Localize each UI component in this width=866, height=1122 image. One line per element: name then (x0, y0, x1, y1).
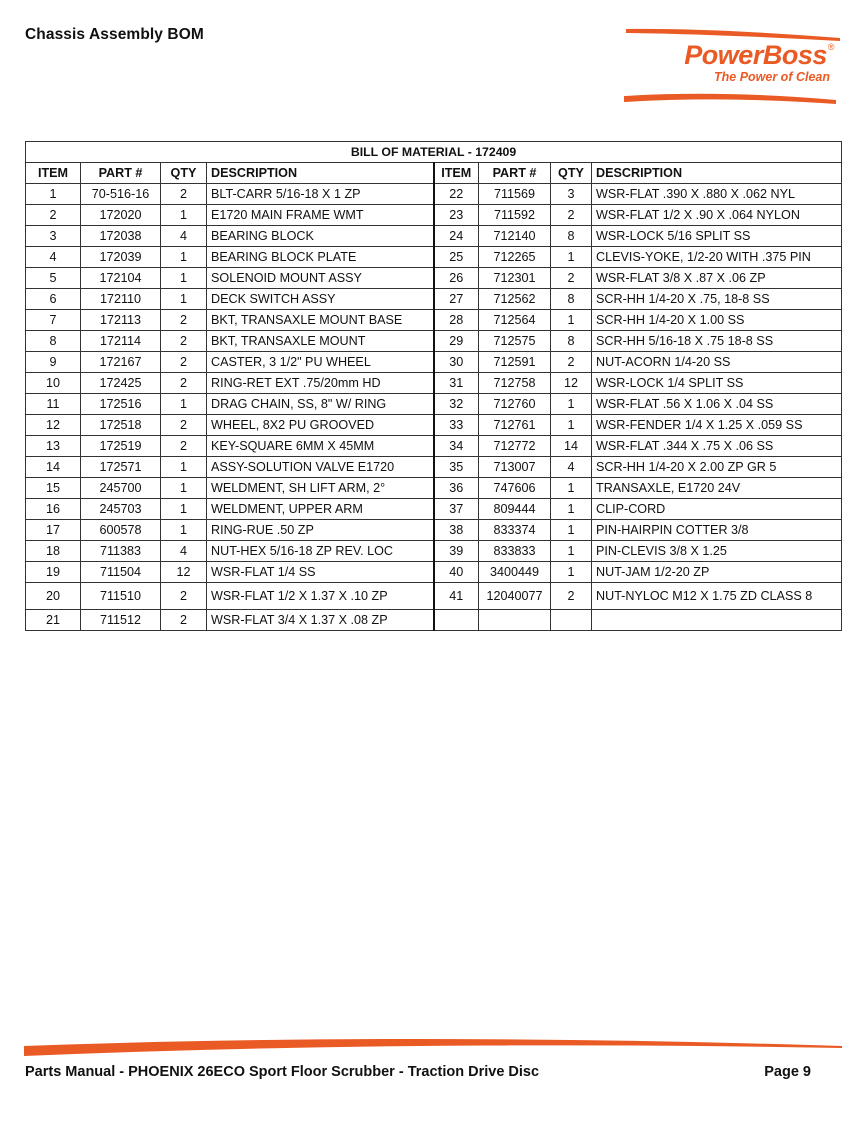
table-row (26, 352, 842, 373)
quantity-cell: 2 (161, 331, 207, 352)
quantity-cell: 1 (551, 499, 592, 520)
part-number-cell: 172167 (81, 352, 161, 373)
description-cell: WHEEL, 8X2 PU GROOVED (207, 415, 434, 436)
part-number-cell: 712772 (479, 436, 551, 457)
part-number-cell: 172104 (81, 268, 161, 289)
quantity-cell: 12 (551, 373, 592, 394)
part-number-cell: 70-516-16 (81, 184, 161, 205)
part-number-cell: 809444 (479, 499, 551, 520)
quantity-cell: 1 (551, 478, 592, 499)
description-cell: WSR-LOCK 5/16 SPLIT SS (592, 226, 842, 247)
item-number-cell: 11 (26, 394, 81, 415)
description-cell: ASSY-SOLUTION VALVE E1720 (207, 457, 434, 478)
description-cell: CLIP-CORD (592, 499, 842, 520)
part-number-cell: 600578 (81, 520, 161, 541)
description-cell: BKT, TRANSAXLE MOUNT BASE (207, 310, 434, 331)
description-cell: SCR-HH 1/4-20 X 1.00 SS (592, 310, 842, 331)
table-row (26, 268, 842, 289)
item-number-cell: 15 (26, 478, 81, 499)
description-cell: PIN-CLEVIS 3/8 X 1.25 (592, 541, 842, 562)
part-number-cell: 172039 (81, 247, 161, 268)
item-number-cell: 40 (434, 562, 479, 583)
item-number-cell: 10 (26, 373, 81, 394)
part-number-cell: 711512 (81, 610, 161, 631)
item-number-cell: 8 (26, 331, 81, 352)
description-cell: CASTER, 3 1/2" PU WHEEL (207, 352, 434, 373)
table-row (26, 184, 842, 205)
description-cell: WELDMENT, UPPER ARM (207, 499, 434, 520)
description-cell: DRAG CHAIN, SS, 8" W/ RING (207, 394, 434, 415)
quantity-cell: 1 (551, 541, 592, 562)
part-number-cell: 747606 (479, 478, 551, 499)
table-row (26, 541, 842, 562)
part-number-cell: 172425 (81, 373, 161, 394)
item-number-cell: 7 (26, 310, 81, 331)
item-number-cell: 32 (434, 394, 479, 415)
table-row (26, 331, 842, 352)
quantity-cell: 2 (551, 268, 592, 289)
table-row (26, 310, 842, 331)
quantity-cell: 4 (161, 541, 207, 562)
item-number-cell: 37 (434, 499, 479, 520)
description-cell: E1720 MAIN FRAME WMT (207, 205, 434, 226)
col-header-part: PART # (81, 163, 161, 184)
quantity-cell: 1 (161, 394, 207, 415)
table-row (26, 610, 842, 631)
table-row (26, 289, 842, 310)
bom-title-row (26, 142, 842, 163)
part-number-cell: 245700 (81, 478, 161, 499)
item-number-cell: 18 (26, 541, 81, 562)
part-number-cell: 712562 (479, 289, 551, 310)
quantity-cell: 3 (551, 184, 592, 205)
part-number-cell: 712761 (479, 415, 551, 436)
quantity-cell: 1 (551, 310, 592, 331)
table-row (26, 583, 842, 610)
part-number-cell: 712265 (479, 247, 551, 268)
description-cell (592, 610, 842, 631)
description-cell: WSR-FLAT .390 X .880 X .062 NYL (592, 184, 842, 205)
description-cell: BEARING BLOCK (207, 226, 434, 247)
quantity-cell: 1 (161, 499, 207, 520)
quantity-cell: 2 (161, 310, 207, 331)
item-number-cell: 36 (434, 478, 479, 499)
part-number-cell: 712564 (479, 310, 551, 331)
table-row (26, 499, 842, 520)
item-number-cell: 39 (434, 541, 479, 562)
quantity-cell: 2 (161, 436, 207, 457)
part-number-cell: 3400449 (479, 562, 551, 583)
part-number-cell: 172519 (81, 436, 161, 457)
quantity-cell: 1 (551, 247, 592, 268)
part-number-cell: 711592 (479, 205, 551, 226)
part-number-cell (479, 610, 551, 631)
table-row (26, 373, 842, 394)
item-number-cell: 19 (26, 562, 81, 583)
quantity-cell: 1 (551, 415, 592, 436)
description-cell: PIN-HAIRPIN COTTER 3/8 (592, 520, 842, 541)
description-cell: SCR-HH 5/16-18 X .75 18-8 SS (592, 331, 842, 352)
description-cell: WSR-FLAT 3/4 X 1.37 X .08 ZP (207, 610, 434, 631)
quantity-cell: 4 (161, 226, 207, 247)
item-number-cell: 2 (26, 205, 81, 226)
part-number-cell: 172110 (81, 289, 161, 310)
table-row (26, 457, 842, 478)
item-number-cell: 22 (434, 184, 479, 205)
item-number-cell: 6 (26, 289, 81, 310)
part-number-cell: 833833 (479, 541, 551, 562)
description-cell: RING-RET EXT .75/20mm HD (207, 373, 434, 394)
description-cell: SCR-HH 1/4-20 X 2.00 ZP GR 5 (592, 457, 842, 478)
description-cell: WSR-FLAT 1/2 X .90 X .064 NYLON (592, 205, 842, 226)
part-number-cell: 12040077 (479, 583, 551, 610)
quantity-cell: 14 (551, 436, 592, 457)
description-cell: NUT-ACORN 1/4-20 SS (592, 352, 842, 373)
table-row (26, 247, 842, 268)
description-cell: DECK SWITCH ASSY (207, 289, 434, 310)
item-number-cell: 9 (26, 352, 81, 373)
item-number-cell: 27 (434, 289, 479, 310)
part-number-cell: 712760 (479, 394, 551, 415)
part-number-cell: 172038 (81, 226, 161, 247)
bom-table (25, 141, 842, 631)
item-number-cell: 3 (26, 226, 81, 247)
logo-tagline: The Power of Clean (714, 70, 830, 84)
table-row (26, 436, 842, 457)
col-header-description: DESCRIPTION (207, 163, 434, 184)
item-number-cell: 14 (26, 457, 81, 478)
table-row (26, 394, 842, 415)
item-number-cell: 34 (434, 436, 479, 457)
quantity-cell: 2 (551, 583, 592, 610)
part-number-cell: 713007 (479, 457, 551, 478)
description-cell: WSR-FLAT .344 X .75 X .06 SS (592, 436, 842, 457)
quantity-cell: 1 (161, 247, 207, 268)
item-number-cell: 16 (26, 499, 81, 520)
part-number-cell: 172020 (81, 205, 161, 226)
quantity-cell: 8 (551, 331, 592, 352)
bom-title: BILL OF MATERIAL - 172409 (26, 142, 842, 163)
description-cell: WSR-FLAT 1/4 SS (207, 562, 434, 583)
quantity-cell: 2 (161, 610, 207, 631)
quantity-cell (551, 610, 592, 631)
item-number-cell: 21 (26, 610, 81, 631)
item-number-cell: 5 (26, 268, 81, 289)
quantity-cell: 12 (161, 562, 207, 583)
item-number-cell: 33 (434, 415, 479, 436)
description-cell: WSR-FENDER 1/4 X 1.25 X .059 SS (592, 415, 842, 436)
part-number-cell: 712575 (479, 331, 551, 352)
col-header-item: ITEM (434, 163, 479, 184)
item-number-cell: 26 (434, 268, 479, 289)
part-number-cell: 172518 (81, 415, 161, 436)
part-number-cell: 833374 (479, 520, 551, 541)
table-row (26, 478, 842, 499)
item-number-cell: 38 (434, 520, 479, 541)
quantity-cell: 1 (551, 562, 592, 583)
table-row (26, 520, 842, 541)
item-number-cell: 35 (434, 457, 479, 478)
table-row (26, 205, 842, 226)
description-cell: RING-RUE .50 ZP (207, 520, 434, 541)
table-row (26, 415, 842, 436)
quantity-cell: 2 (161, 352, 207, 373)
part-number-cell: 711569 (479, 184, 551, 205)
part-number-cell: 245703 (81, 499, 161, 520)
quantity-cell: 2 (161, 184, 207, 205)
quantity-cell: 1 (161, 457, 207, 478)
item-number-cell: 29 (434, 331, 479, 352)
part-number-cell: 172516 (81, 394, 161, 415)
quantity-cell: 2 (551, 352, 592, 373)
part-number-cell: 712301 (479, 268, 551, 289)
footer-page-number: Page 9 (764, 1064, 811, 1080)
part-number-cell: 712758 (479, 373, 551, 394)
description-cell: SOLENOID MOUNT ASSY (207, 268, 434, 289)
quantity-cell: 2 (161, 373, 207, 394)
table-row (26, 226, 842, 247)
col-header-description: DESCRIPTION (592, 163, 842, 184)
item-number-cell: 25 (434, 247, 479, 268)
quantity-cell: 1 (161, 289, 207, 310)
description-cell: NUT-HEX 5/16-18 ZP REV. LOC (207, 541, 434, 562)
item-number-cell: 41 (434, 583, 479, 610)
powerboss-logo (622, 26, 842, 110)
description-cell: CLEVIS-YOKE, 1/2-20 WITH .375 PIN (592, 247, 842, 268)
description-cell: BLT-CARR 5/16-18 X 1 ZP (207, 184, 434, 205)
item-number-cell: 17 (26, 520, 81, 541)
quantity-cell: 8 (551, 226, 592, 247)
bom-body (26, 184, 842, 631)
description-cell: KEY-SQUARE 6MM X 45MM (207, 436, 434, 457)
part-number-cell: 172113 (81, 310, 161, 331)
item-number-cell: 28 (434, 310, 479, 331)
part-number-cell: 172114 (81, 331, 161, 352)
col-header-qty: QTY (551, 163, 592, 184)
description-cell: NUT-JAM 1/2-20 ZP (592, 562, 842, 583)
part-number-cell: 712591 (479, 352, 551, 373)
item-number-cell: 30 (434, 352, 479, 373)
part-number-cell: 712140 (479, 226, 551, 247)
quantity-cell: 1 (161, 268, 207, 289)
description-cell: WSR-FLAT .56 X 1.06 X .04 SS (592, 394, 842, 415)
quantity-cell: 2 (161, 583, 207, 610)
part-number-cell: 711383 (81, 541, 161, 562)
item-number-cell (434, 610, 479, 631)
part-number-cell: 172571 (81, 457, 161, 478)
page-title: Chassis Assembly BOM (25, 26, 204, 43)
quantity-cell: 4 (551, 457, 592, 478)
quantity-cell: 2 (551, 205, 592, 226)
col-header-item: ITEM (26, 163, 81, 184)
quantity-cell: 1 (161, 205, 207, 226)
logo-wordmark: PowerBoss® (684, 40, 834, 70)
quantity-cell: 1 (161, 478, 207, 499)
description-cell: WSR-FLAT 1/2 X 1.37 X .10 ZP (207, 583, 434, 610)
bom-header-row (26, 163, 842, 184)
item-number-cell: 23 (434, 205, 479, 226)
quantity-cell: 8 (551, 289, 592, 310)
footer-manual-title: Parts Manual - PHOENIX 26ECO Sport Floor Scrubber - Traction Drive Disc (25, 1064, 540, 1080)
quantity-cell: 1 (161, 520, 207, 541)
description-cell: WSR-LOCK 1/4 SPLIT SS (592, 373, 842, 394)
part-number-cell: 711510 (81, 583, 161, 610)
item-number-cell: 12 (26, 415, 81, 436)
description-cell: BEARING BLOCK PLATE (207, 247, 434, 268)
item-number-cell: 1 (26, 184, 81, 205)
quantity-cell: 1 (551, 520, 592, 541)
description-cell: NUT-NYLOC M12 X 1.75 ZD CLASS 8 (592, 583, 842, 610)
table-row (26, 562, 842, 583)
item-number-cell: 20 (26, 583, 81, 610)
quantity-cell: 2 (161, 415, 207, 436)
description-cell: BKT, TRANSAXLE MOUNT (207, 331, 434, 352)
description-cell: SCR-HH 1/4-20 X .75, 18-8 SS (592, 289, 842, 310)
item-number-cell: 24 (434, 226, 479, 247)
col-header-part: PART # (479, 163, 551, 184)
col-header-qty: QTY (161, 163, 207, 184)
item-number-cell: 4 (26, 247, 81, 268)
description-cell: WSR-FLAT 3/8 X .87 X .06 ZP (592, 268, 842, 289)
description-cell: WELDMENT, SH LIFT ARM, 2° (207, 478, 434, 499)
part-number-cell: 711504 (81, 562, 161, 583)
description-cell: TRANSAXLE, E1720 24V (592, 478, 842, 499)
footer-swoosh-icon (24, 1034, 844, 1056)
quantity-cell: 1 (551, 394, 592, 415)
item-number-cell: 13 (26, 436, 81, 457)
item-number-cell: 31 (434, 373, 479, 394)
